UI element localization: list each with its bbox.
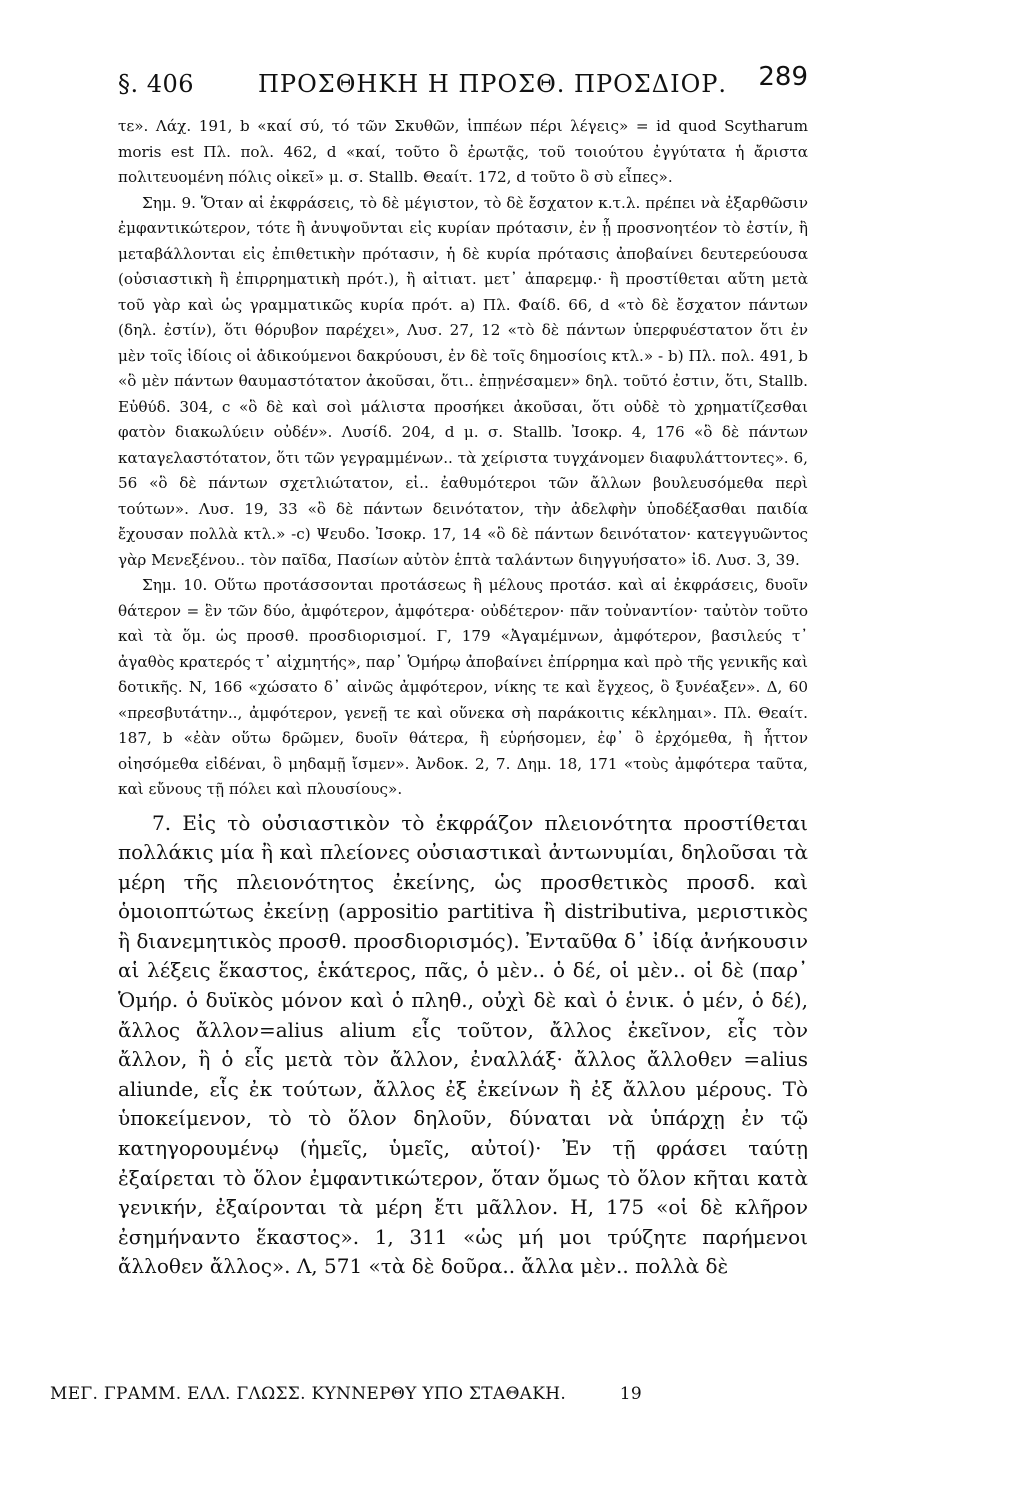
footer-text: ΜΕΓ. ΓΡΑΜΜ. ΕΛΛ. ΓΛΩΣΣ. ΚΥΝΝΕΡΘΥ ΥΠΟ ΣΤΑΘΑΚΗ. <box>50 1384 567 1404</box>
book-page <box>118 62 808 1462</box>
signature-mark: 19 <box>619 1384 642 1404</box>
running-header <box>118 62 808 114</box>
page-footer <box>50 1384 690 1404</box>
section-7-paragraph: 7. Εἰς τὸ οὐσιαστικὸν τὸ ἐκφράζον πλειονότητα προστίθεται πολλάκις μία ἢ καὶ πλείονες οὐσιαστικαὶ ἀντωνυμίαι, δηλοῦσαι τὰ μέρη τῆς πλειονότητος ἐκείνης, ὡς προσθετικὸς προσδ. καὶ ὁμοιοπτώτως ἐκείνῃ (appositio partitiva ἢ distributiva, μεριστικὸς ἢ διανεμητικὸς προσθ. προσδιορισμός). Ἐνταῦθα δ᾽ ἰδίᾳ ἀνήκουσιν αἱ λέξεις ἕκαστος, ἑκάτερος, πᾶς, ὁ μὲν.. ὁ δέ, οἱ μὲν.. οἱ δὲ (παρ᾽ Ὁμήρ. ὁ δυϊκὸς μόνον καὶ ὁ πληθ., οὐχὶ δὲ καὶ ὁ ἑνικ. ὁ μέν, ὁ δέ), ἄλλος ἄλλον=alius alium εἷς τοῦτον, ἄλλος ἐκεῖνον, εἷς τὸν ἄλλον, ἢ ὁ εἷς μετὰ τὸν ἄλλον, ἐναλλάξ· ἄλλος ἄλλοθεν =alius aliunde, εἷς ἐκ τούτων, ἄλλος ἐξ ἐκείνων ἢ ἐξ ἄλλου μέρους. Τὸ ὑποκείμενον, τὸ τὸ ὅλον δηλοῦν, δύναται νὰ ὑπάρχῃ ἐν τῷ κατηγορουμένῳ (ἡμεῖς, ὑμεῖς, αὐτοί)· Ἐν τῇ φράσει ταύτῃ ἐξαίρεται τὸ ὅλον ἐμφαντικώτερον, ὅταν ὅμως τὸ ὅλον κῆται κατὰ γενικήν, ἐξαίρονται τὰ μέρη ἔτι μᾶλλον. Η, 175 «οἱ δὲ κλῆρον ἐσημήναντο ἕκαστος». 1, 311 «ὡς μή μοι τρύζητε παρήμενοι ἄλλοθεν ἄλλος». Λ, 571 «τὰ δὲ δοῦρα.. ἄλλα μὲν.. πολλὰ δὲ <box>118 810 808 1279</box>
page-number: 289 <box>758 62 808 92</box>
section-number: §. 406 <box>118 70 195 98</box>
note-10-paragraph: Σημ. 10. Οὕτω προτάσσονται προτάσεως ἢ μέλους προτάσ. καὶ αἱ ἐκφράσεις, δυοῖν θάτερον = ἓν τῶν δύο, ἀμφότερον, ἀμφότερα· οὐδέτερον· πᾶν τοὐναντίον· ταὐτὸν τοῦτο καὶ τὰ ὅμ. ὡς προσθ. προσδιορισμοί. Γ, 179 «Ἀγαμέμνων, ἀμφότερον, βασιλεύς τ᾽ ἀγαθὸς κρατερός τ᾽ αἰχμητής», παρ᾽ Ὁμήρῳ ἀποβαίνει ἐπίρρημα καὶ πρὸ τῆς γενικῆς καὶ δοτικῆς. Ν, 166 «χώσατο δ᾽ αἰνῶς ἀμφότερον, νίκης τε καὶ ἔγχεος, ὃ ξυνέαξεν». Δ, 60 «πρεσβυτάτην.., ἀμφότερον, γενεῇ τε καὶ οὕνεκα σὴ παράκοιτις κέκλημαι». Πλ. Θεαίτ. 187, b «ἐὰν οὕτω δρῶμεν, δυοῖν θάτερα, ἢ εὑρήσομεν, ἐφ᾽ ὃ ἐρχόμεθα, ἢ ἧττον οἰησόμεθα εἰδέναι, ὃ μηδαμῇ ἴσμεν». Ἀνδοκ. 2, 7. Δημ. 18, 171 «τοὺς ἀμφότερα ταῦτα, καὶ εὔνους τῇ πόλει καὶ πλουσίους». <box>118 576 808 798</box>
notes-block <box>118 114 808 803</box>
main-text-block <box>118 809 808 1283</box>
continuation-paragraph: τε». Λάχ. 191, b «καί σύ, τό τῶν Σκυθῶν, ἱππέων πέρι λέγεις» = id quod Scytharum moris est Πλ. πολ. 462, d «καί, τοῦτο ὃ ἐρωτᾷς, τοῦ τοιούτου ἐγγύτατα ἡ ἄριστα πολιτευομένη πόλις οἰκεῖ» μ. σ. Stallb. Θεαίτ. 172, d τοῦτο ὃ σὺ εἶπες». <box>118 117 808 186</box>
running-title: ΠΡΟΣΘΗΚΗ Η ΠΡΟΣΘ. ΠΡΟΣΔΙΟΡ. <box>258 70 728 98</box>
note-9-paragraph: Σημ. 9. Ὅταν αἱ ἐκφράσεις, τὸ δὲ μέγιστον, τὸ δὲ ἔσχατον κ.τ.λ. πρέπει νὰ ἐξαρθῶσιν ἐμφαντικώτερον, τότε ἢ ἀνυψοῦνται εἰς κυρίαν πρότασιν, ἐν ᾗ προσνοητέον τὸ ἐστίν, ἢ μεταβάλλονται εἰς ἐπιθετικὴν πρότασιν, ἡ δὲ κυρία πρότασις ἀποβαίνει δευτερεύουσα (οὐσιαστικὴ ἢ ἐπιρρηματικὴ πρότ.), ἢ αἰτιατ. μετ᾽ ἀπαρεμφ.· ἢ προστίθεται αὕτη μετὰ τοῦ γὰρ καὶ ὡς γραμματικῶς κυρία πρότ. a) Πλ. Φαίδ. 66, d «τὸ δὲ ἔσχατον πάντων (δηλ. ἐστίν), ὅτι θόρυβον παρέχει», Λυσ. 27, 12 «τὸ δὲ πάντων ὑπερφυέστατον ὅτι ἐν μὲν τοῖς ἰδίοις οἱ ἀδικούμενοι δακρύουσι, ἐν δὲ τοῖς δημοσίοις κτλ.» - b) Πλ. πολ. 491, b «ὃ μὲν πάντων θαυμαστότατον ἀκοῦσαι, ὅτι.. ἐπῃνέσαμεν» δηλ. τοῦτό ἐστιν, ὅτι, Stallb. Εὐθύδ. 304, c «ὃ δὲ καὶ σοὶ μάλιστα προσήκει ἀκοῦσαι, ὅτι οὐδὲ τὸ χρηματίζεσθαι φατὸν διακωλύειν οὐδέν». Λυσίδ. 204, d μ. σ. Stallb. Ἰσοκρ. 4, 176 «ὃ δὲ πάντων καταγελαστότατον, ὅτι τῶν γεγραμμένων.. τὰ χείριστα τυγχάνομεν διαφυλάττοντες». 6, 56 «ὃ δὲ πάντων σχετλιώτατον, εἰ.. ἐαθυμότεροι τῶν ἄλλων βουλευσόμεθα περὶ τούτων». Λυσ. 19, 33 «ὃ δὲ πάντων δεινότατον, τὴν ἀδελφὴν ὑποδέξασθαι παιδία ἔχουσαν πολλὰ κτλ.» -c) Ψευδο. Ἰσοκρ. 17, 14 «ὃ δὲ πάντων δεινότατον· κατεγγυῶντος γὰρ Μενεξένου.. τὸν παῖδα, Πασίων αὐτὸν ἑπτὰ ταλάντων διηγγυήσατο» ἰδ. Λυσ. 3, 39. <box>118 193 808 569</box>
